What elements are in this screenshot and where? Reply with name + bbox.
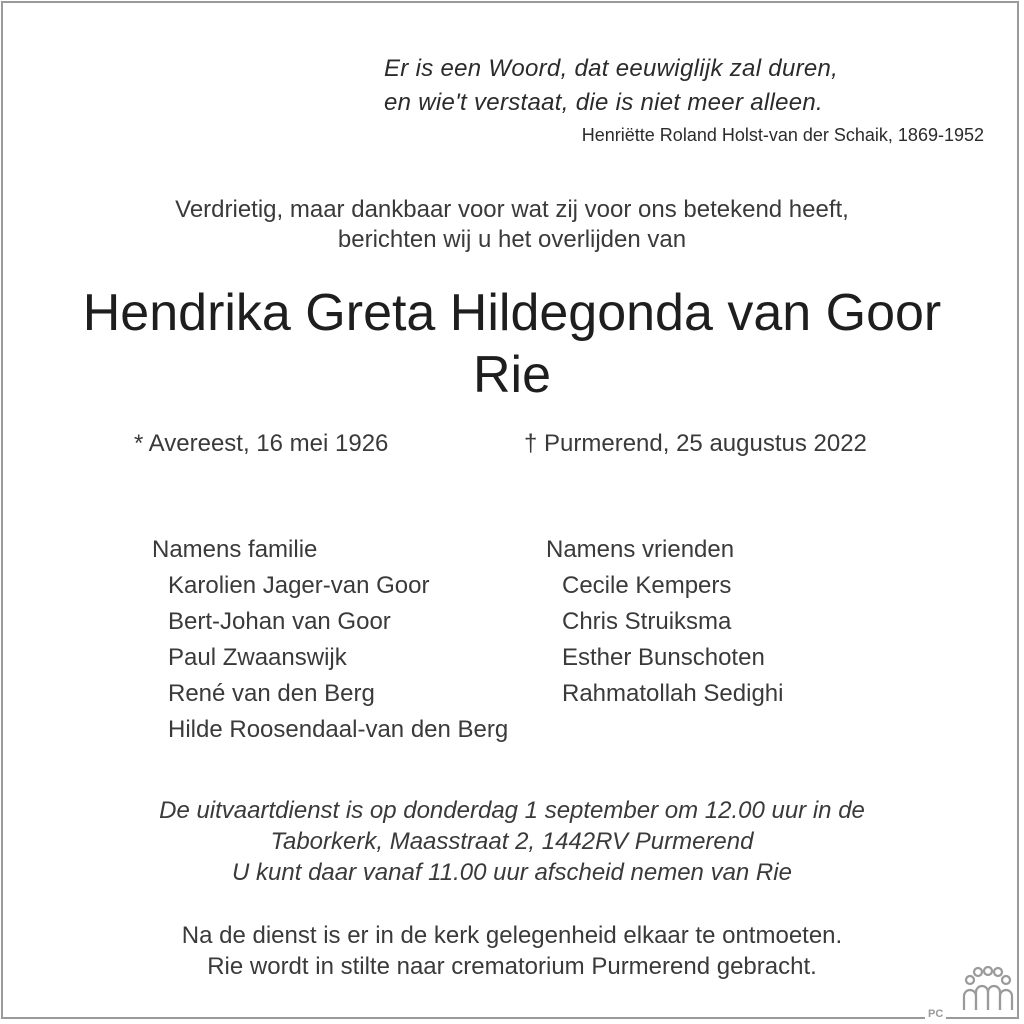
family-member: Bert-Johan van Goor <box>168 608 391 635</box>
family-member: Paul Zwaanswijk <box>168 644 347 671</box>
friend-member: Esther Bunschoten <box>562 644 765 671</box>
deceased-full-name: Hendrika Greta Hildegonda van Goor <box>82 284 942 342</box>
service-line-3: U kunt daar vanaf 11.00 uur afscheid nemen van Rie <box>232 859 792 886</box>
after-service-info <box>0 920 1024 982</box>
service-line-2: Taborkerk, Maasstraat 2, 1442RV Purmerend <box>270 828 754 855</box>
birth-date: * Avereest, 16 mei 1926 <box>134 430 389 457</box>
quote-line-1: Er is een Woord, dat eeuwiglijk zal duren, <box>384 55 839 82</box>
death-date: † Purmerend, 25 augustus 2022 <box>524 430 867 457</box>
deceased-nickname: Rie <box>472 346 552 404</box>
after-line-1: Na de dienst is er in de kerk gelegenheid elkaar te ontmoeten. <box>181 922 843 949</box>
friend-member: Rahmatollah Sedighi <box>562 680 784 707</box>
family-member: René van den Berg <box>168 680 375 707</box>
logo-text: PC <box>925 1008 946 1020</box>
intro-line-1: Verdrietig, maar dankbaar voor wat zij voor ons betekend heeft, <box>175 196 849 223</box>
friend-member: Cecile Kempers <box>562 572 732 599</box>
family-member: Karolien Jager-van Goor <box>168 572 430 599</box>
friends-title: Namens vrienden <box>546 536 735 563</box>
after-line-2: Rie wordt in stilte naar crematorium Purmerend gebracht. <box>207 953 817 980</box>
intro-text <box>0 195 1024 255</box>
service-info <box>0 795 1024 888</box>
quote-author: Henriëtte Roland Holst-van der Schaik, 1869-1952 <box>581 125 984 145</box>
family-column <box>152 532 508 748</box>
intro-line-2: berichten wij u het overlijden van <box>337 226 687 253</box>
service-line-1: De uitvaartdienst is op donderdag 1 september om 12.00 uur in de <box>159 797 865 824</box>
friend-member: Chris Struiksma <box>562 608 732 635</box>
family-member: Hilde Roosendaal-van den Berg <box>168 716 509 743</box>
quote-line-2: en wie't verstaat, die is niet meer alleen. <box>384 89 824 116</box>
friends-column <box>546 532 783 712</box>
deceased-name-block <box>0 282 1024 406</box>
family-title: Namens familie <box>152 536 318 563</box>
people-logo-icon <box>962 966 1014 1012</box>
quote <box>384 52 838 120</box>
